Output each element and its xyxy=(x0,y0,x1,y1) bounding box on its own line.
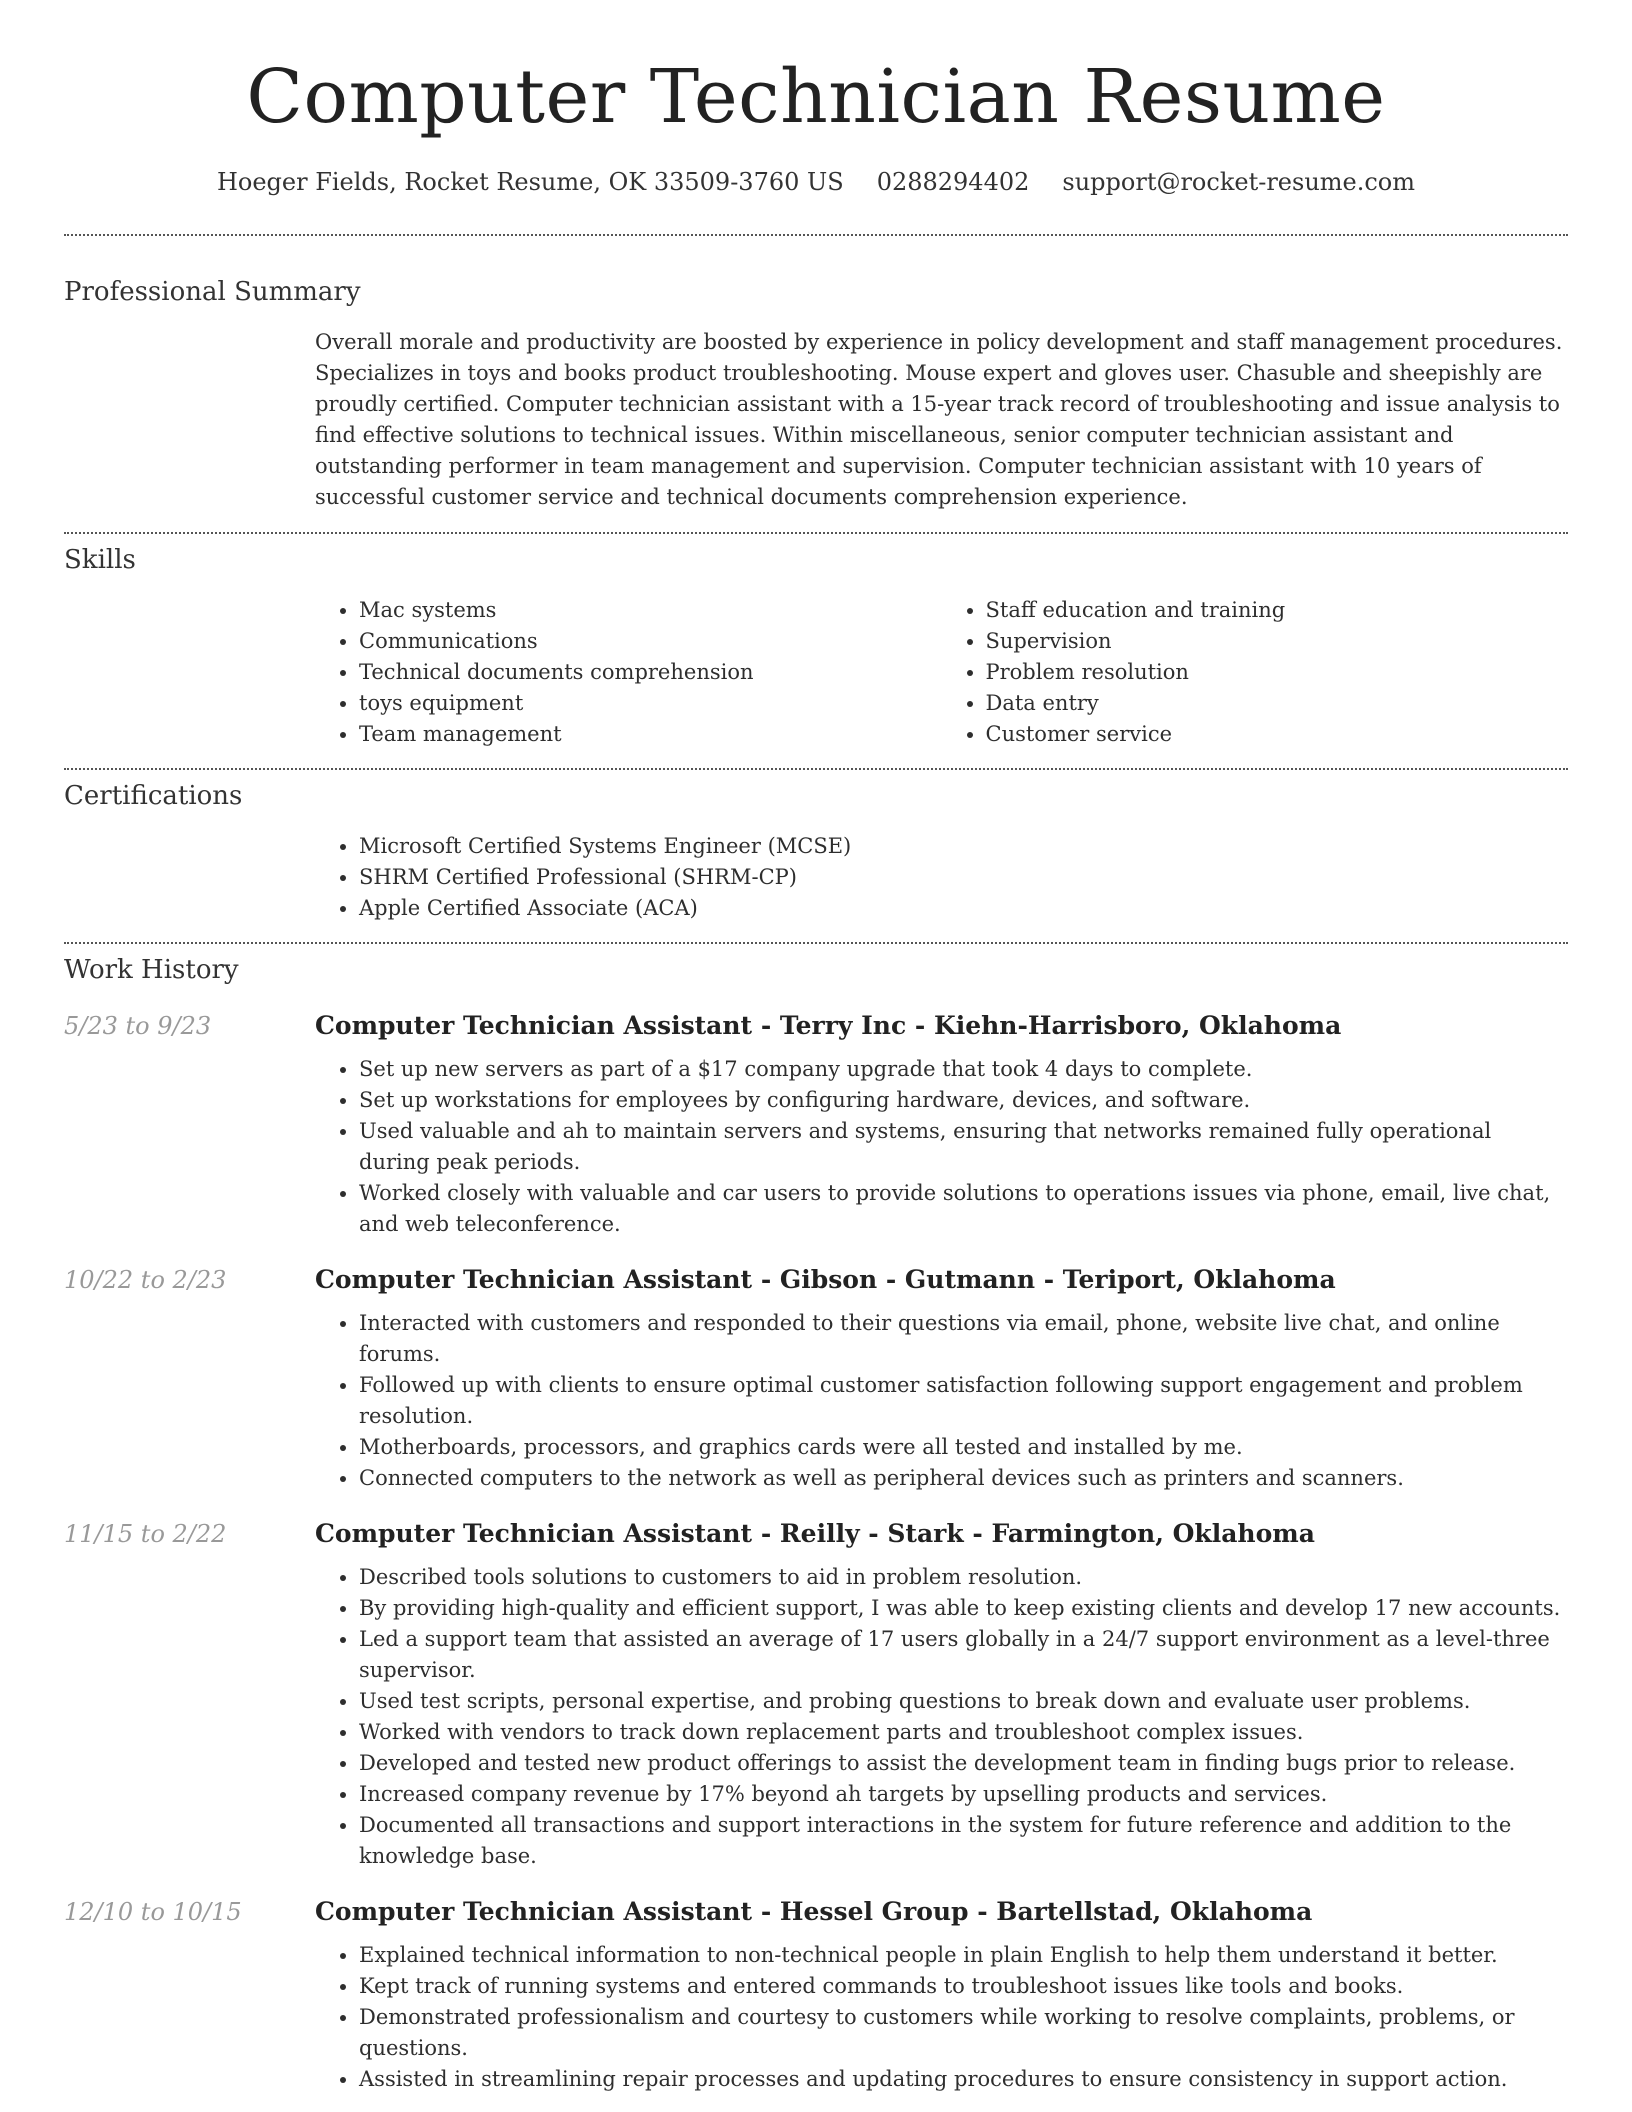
job-bullet: • Interacted with customers and responded to their questions via email, phone, website live chat, and online forums. xyxy=(359,1308,1568,1370)
job-entry xyxy=(64,1519,1568,1872)
job-role: Computer Technician Assistant xyxy=(315,1897,753,1926)
summary-heading: Professional Summary xyxy=(64,277,361,307)
skills-list-right xyxy=(942,595,1569,750)
skill-item: • Technical documents comprehension xyxy=(359,657,942,688)
job-dates: 5/23 to 9/23 xyxy=(64,1012,212,1040)
job-entry xyxy=(64,1265,1568,1494)
skills-section xyxy=(64,545,1568,750)
skill-item: • Customer service xyxy=(986,719,1569,750)
job-bullet: • Followed up with clients to ensure optimal customer satisfaction following support engagement and problem resolution. xyxy=(359,1370,1568,1432)
job-bullet: • Motherboards, processors, and graphics cards were all tested and installed by me. xyxy=(359,1432,1568,1463)
certification-item: • Microsoft Certified Systems Engineer (MCSE) xyxy=(359,831,1568,862)
job-title xyxy=(315,1519,1315,1548)
job-bullets xyxy=(315,1054,1568,1240)
job-bullet: • Set up new servers as part of a $17 company upgrade that took 4 days to complete. xyxy=(359,1054,1568,1085)
skill-item: • Supervision xyxy=(986,626,1569,657)
work-section xyxy=(64,955,1568,2095)
job-dates: 12/10 to 10/15 xyxy=(64,1898,242,1926)
job-role: Computer Technician Assistant xyxy=(315,1519,753,1548)
divider xyxy=(64,532,1568,534)
summary-section xyxy=(64,277,1568,513)
job-bullet: • Connected computers to the network as well as peripheral devices such as printers and scanners. xyxy=(359,1463,1568,1494)
job-bullet: • Set up workstations for employees by configuring hardware, devices, and software. xyxy=(359,1085,1568,1116)
contact-line xyxy=(0,168,1632,196)
certification-item: • SHRM Certified Professional (SHRM-CP) xyxy=(359,862,1568,893)
job-bullet: • Worked closely with valuable and car users to provide solutions to operations issues via phone, email, live chat, and web teleconference. xyxy=(359,1178,1568,1240)
job-bullet: • Increased company revenue by 17% beyond ah targets by upselling products and services. xyxy=(359,1779,1568,1810)
certifications-section xyxy=(64,781,1568,924)
job-bullet: • Assisted in streamlining repair processes and updating procedures to ensure consistency in support action. xyxy=(359,2064,1568,2095)
job-bullet: • Kept track of running systems and entered commands to troubleshoot issues like tools and books. xyxy=(359,1971,1568,2002)
certifications-list xyxy=(315,831,1568,924)
job-bullet: • Explained technical information to non-technical people in plain English to help them understand it better. xyxy=(359,1940,1568,1971)
job-bullets xyxy=(315,1562,1568,1872)
job-company: - Reilly - Stark - Farmington, Oklahoma xyxy=(752,1519,1315,1548)
certifications-heading: Certifications xyxy=(64,781,243,811)
job-bullet: • By providing high-quality and efficient support, I was able to keep existing clients and develop 17 new accounts. xyxy=(359,1593,1568,1624)
job-title xyxy=(315,1011,1341,1040)
job-dates: 10/22 to 2/23 xyxy=(64,1266,227,1294)
divider xyxy=(64,768,1568,770)
job-company: - Hessel Group - Bartellstad, Oklahoma xyxy=(752,1897,1313,1926)
skill-item: • Problem resolution xyxy=(986,657,1569,688)
skill-item: • Mac systems xyxy=(359,595,942,626)
skill-item: • toys equipment xyxy=(359,688,942,719)
job-bullet: • Developed and tested new product offerings to assist the development team in finding bugs prior to release. xyxy=(359,1748,1568,1779)
job-entry xyxy=(64,1011,1568,1240)
job-title xyxy=(315,1265,1336,1294)
job-role: Computer Technician Assistant xyxy=(315,1265,753,1294)
job-bullets xyxy=(315,1940,1568,2095)
job-bullet: • Led a support team that assisted an average of 17 users globally in a 24/7 support environment as a level-three supervisor. xyxy=(359,1624,1568,1686)
job-title xyxy=(315,1897,1312,1926)
job-bullet: • Documented all transactions and support interactions in the system for future reference and addition to the knowledge base. xyxy=(359,1810,1568,1872)
divider xyxy=(64,942,1568,944)
work-heading: Work History xyxy=(64,955,239,985)
contact-phone: 0288294402 xyxy=(876,168,1030,196)
skills-list-left xyxy=(315,595,942,750)
skill-item: • Team management xyxy=(359,719,942,750)
job-role: Computer Technician Assistant xyxy=(315,1011,753,1040)
contact-email: support@rocket-resume.com xyxy=(1062,168,1416,196)
skill-item: • Staff education and training xyxy=(986,595,1569,626)
certification-item: • Apple Certified Associate (ACA) xyxy=(359,893,1568,924)
job-dates: 11/15 to 2/22 xyxy=(64,1520,227,1548)
job-bullet: • Used valuable and ah to maintain servers and systems, ensuring that networks remained fully operational during peak periods. xyxy=(359,1116,1568,1178)
contact-address: Hoeger Fields, Rocket Resume, OK 33509-3760 US xyxy=(216,168,844,196)
job-company: - Gibson - Gutmann - Teriport, Oklahoma xyxy=(752,1265,1336,1294)
job-bullets xyxy=(315,1308,1568,1494)
job-company: - Terry Inc - Kiehn-Harrisboro, Oklahoma xyxy=(752,1011,1342,1040)
skill-item: • Data entry xyxy=(986,688,1569,719)
skills-heading: Skills xyxy=(64,545,136,575)
job-bullet: • Demonstrated professionalism and courtesy to customers while working to resolve complaints, problems, or questions. xyxy=(359,2002,1568,2064)
resume-title: Computer Technician Resume xyxy=(246,54,1386,140)
job-bullet: • Described tools solutions to customers to aid in problem resolution. xyxy=(359,1562,1568,1593)
resume-header xyxy=(0,0,1632,196)
job-entry xyxy=(64,1897,1568,2095)
job-bullet: • Worked with vendors to track down replacement parts and troubleshoot complex issues. xyxy=(359,1717,1568,1748)
job-bullet: • Used test scripts, personal expertise, and probing questions to break down and evaluate user problems. xyxy=(359,1686,1568,1717)
summary-text: Overall morale and productivity are boosted by experience in policy development and staff management procedures. Specializes in toys and books product troubleshooting. Mouse expert and gloves user. Chasuble and sheepishly are proudly certified. Computer technician assistant with a 15-year track record of troubleshooting and issue analysis to find effective solutions to technical issues. Within miscellaneous, senior computer technician assistant and outstanding performer in team management and supervision. Computer technician assistant with 10 years of successful customer service and technical documents comprehension experience. xyxy=(315,330,1563,509)
skill-item: • Communications xyxy=(359,626,942,657)
divider xyxy=(64,234,1568,236)
